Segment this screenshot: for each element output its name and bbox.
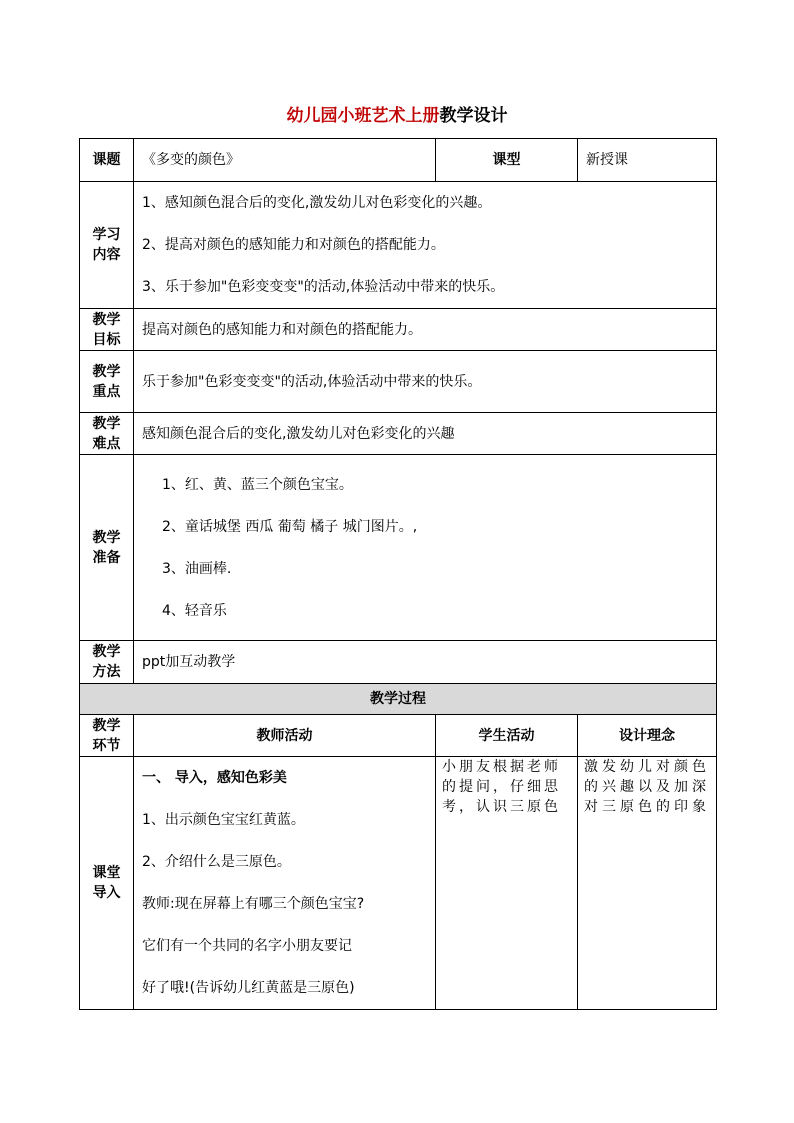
content-list [134,182,717,309]
content-item: 3、乐于参加"色彩变变变"的活动,体验活动中带来的快乐。 [142,279,505,295]
teacher-activity-item: 好了哦!(告诉幼儿红黄蓝是三原色) [142,980,355,996]
course-title: 《多变的颜色》 [134,139,436,182]
goal-row [80,309,717,351]
process-row-label-1: 课堂 [92,865,121,881]
teacher-activity-list [134,757,436,1010]
method-row [80,641,717,684]
teacher-activity-item: 它们有一个共同的名字小朋友要记 [142,938,352,954]
prep-item: 1、红、黄、蓝三个颜色宝宝。 [162,476,353,493]
prep-row [80,455,717,641]
process-section-row [80,684,717,715]
stage-label-2: 环节 [92,737,121,754]
course-type-label: 课型 [436,139,578,182]
prep-label-2: 准备 [92,549,121,566]
title-red-part: 幼儿园小班艺术上册 [286,106,440,126]
prep-item: 3、油画棒. [162,560,232,577]
stage-label [80,715,134,757]
process-row [80,757,717,1010]
difficulty-label-2: 难点 [92,435,121,452]
method-label [80,641,134,684]
prep-list [134,455,717,641]
difficulty-row [80,413,717,455]
lesson-plan-table [79,138,717,1010]
difficulty-label [80,413,134,455]
method-label-1: 教学 [92,644,121,660]
process-section-title: 教学过程 [80,684,717,715]
document-title [0,104,794,128]
difficulty-text: 感知颜色混合后的变化,激发幼儿对色彩变化的兴趣 [134,413,717,455]
key-label [80,351,134,413]
process-row-label [80,757,134,1010]
course-type-value: 新授课 [578,139,717,182]
content-row [80,182,717,309]
goal-text: 提高对颜色的感知能力和对颜色的搭配能力。 [134,309,717,351]
key-row [80,351,717,413]
method-label-2: 方法 [92,664,121,680]
content-item: 2、提高对颜色的感知能力和对颜色的搭配能力。 [142,237,445,253]
title-black-part: 教学设计 [439,106,508,126]
course-row [80,139,717,182]
teacher-activity-header: 教师活动 [134,715,436,757]
content-item: 1、感知颜色混合后的变化,激发幼儿对色彩变化的兴趣。 [142,195,492,211]
student-activity-header: 学生活动 [436,715,578,757]
design-idea-header: 设计理念 [578,715,717,757]
content-label [80,182,134,309]
course-label: 课题 [80,139,134,182]
goal-label-1: 教学 [92,311,121,328]
key-label-1: 教学 [92,363,121,380]
difficulty-label-1: 教学 [92,415,121,432]
prep-item: 2、童话城堡 西瓜 葡萄 橘子 城门图片。, [162,518,418,535]
goal-label [80,309,134,351]
method-text: ppt加互动教学 [134,641,717,684]
prep-label-1: 教学 [92,529,121,546]
design-idea-text: 激发幼儿对颜色的兴趣以及加深对三原色的印象 [578,757,717,1010]
process-header-row [80,715,717,757]
key-text: 乐于参加"色彩变变变"的活动,体验活动中带来的快乐。 [134,351,717,413]
goal-label-2: 目标 [92,331,121,348]
process-row-label-2: 导入 [92,885,121,901]
prep-item: 4、轻音乐 [162,602,227,619]
content-label-2: 内容 [92,247,121,263]
stage-label-1: 教学 [92,717,121,734]
teacher-activity-item: 2、介绍什么是三原色。 [142,854,291,870]
prep-label [80,455,134,641]
teacher-activity-item: 教师:现在屏幕上有哪三个颜色宝宝? [142,896,365,912]
content-label-1: 学习 [92,227,121,243]
teacher-activity-item: 1、出示颜色宝宝红黄蓝。 [142,812,305,828]
key-label-2: 重点 [92,383,121,400]
student-activity-text: 小朋友根据老师的提问，仔细思考，认识三原色 [436,757,578,1010]
teacher-activity-heading: 一、 导入，感知色彩美 [142,770,287,786]
